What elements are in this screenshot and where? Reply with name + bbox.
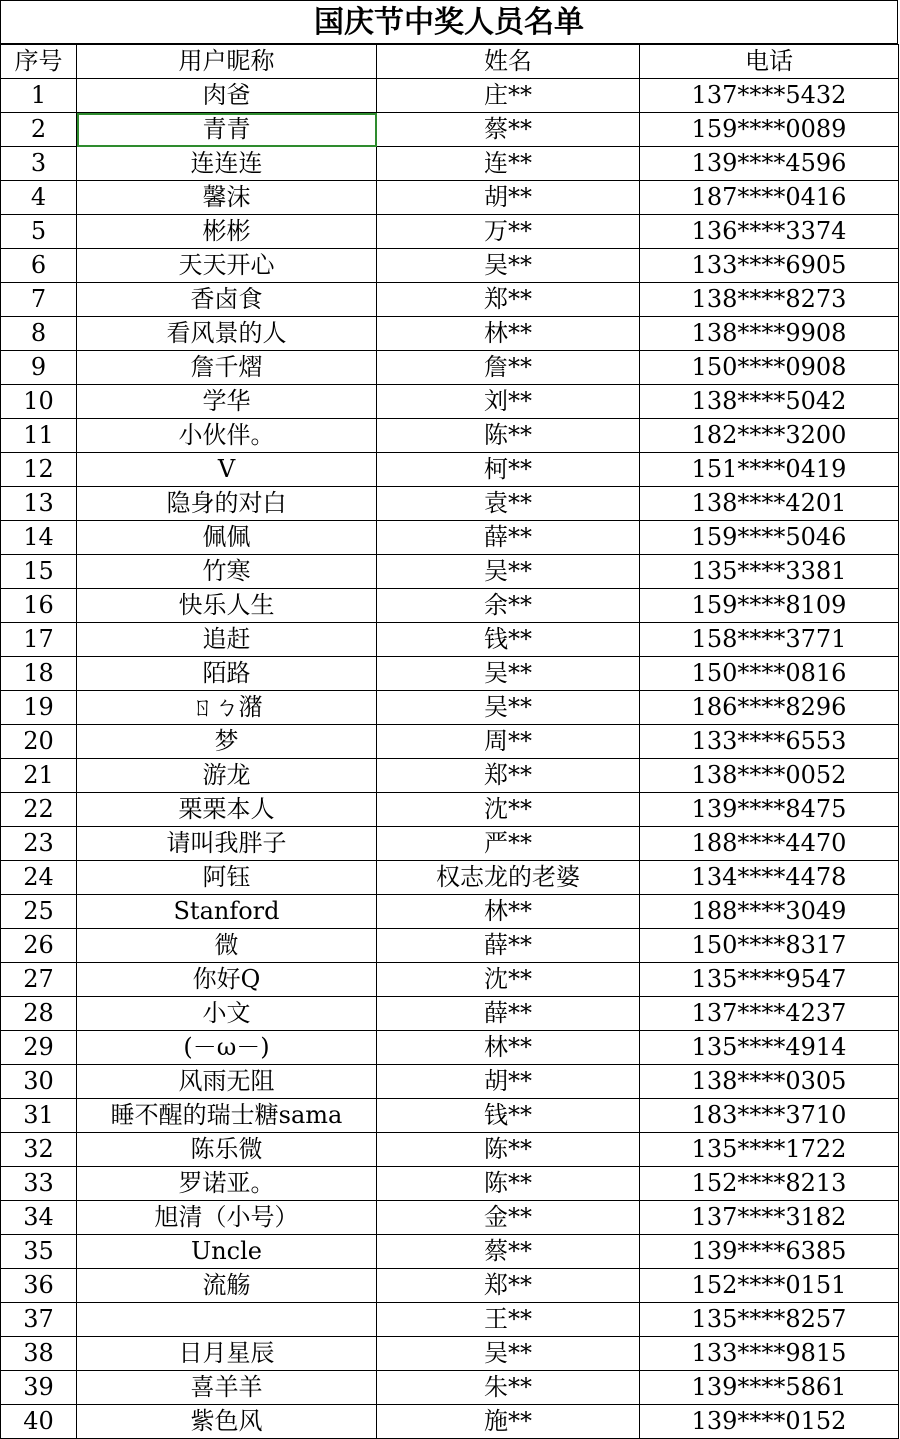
cell-index[interactable]: 39	[1, 1371, 77, 1405]
cell-index[interactable]: 40	[1, 1405, 77, 1439]
table-row	[1, 657, 899, 691]
cell-name[interactable]: 陈**	[377, 419, 640, 453]
table-row	[1, 895, 899, 929]
table-row	[1, 1065, 899, 1099]
cell-index[interactable]: 32	[1, 1133, 77, 1167]
cell-phone[interactable]: 138****8273	[640, 283, 899, 317]
cell-name[interactable]: 郑**	[377, 1269, 640, 1303]
cell-index[interactable]: 34	[1, 1201, 77, 1235]
cell-name[interactable]: 连**	[377, 147, 640, 181]
table-row	[1, 997, 899, 1031]
cell-nickname[interactable]: (－ω－)	[77, 1031, 377, 1065]
table-row	[1, 1099, 899, 1133]
cell-phone[interactable]: 159****8109	[640, 589, 899, 623]
cell-nickname[interactable]: 紫色风	[77, 1405, 377, 1439]
cell-nickname[interactable]: 彬彬	[77, 215, 377, 249]
cell-nickname[interactable]: ㄖㄅ潴	[77, 691, 377, 725]
cell-phone[interactable]: 139****4596	[640, 147, 899, 181]
cell-phone[interactable]: 139****6385	[640, 1235, 899, 1269]
table-row	[1, 793, 899, 827]
cell-phone[interactable]: 136****3374	[640, 215, 899, 249]
cell-index[interactable]: 4	[1, 181, 77, 215]
cell-nickname[interactable]: 肉爸	[77, 79, 377, 113]
table-row	[1, 1167, 899, 1201]
table-row	[1, 1337, 899, 1371]
table-row	[1, 1133, 899, 1167]
header-row	[1, 45, 899, 79]
cell-name[interactable]: 庄**	[377, 79, 640, 113]
table-row	[1, 827, 899, 861]
cell-name[interactable]: 余**	[377, 589, 640, 623]
cell-nickname[interactable]	[77, 1303, 377, 1337]
cell-name[interactable]: 施**	[377, 1405, 640, 1439]
cell-index[interactable]: 37	[1, 1303, 77, 1337]
cell-phone[interactable]: 139****5861	[640, 1371, 899, 1405]
cell-nickname[interactable]: 香卤食	[77, 283, 377, 317]
cell-nickname[interactable]: V	[77, 453, 377, 487]
cell-phone[interactable]: 135****3381	[640, 555, 899, 589]
cell-index[interactable]: 13	[1, 487, 77, 521]
cell-phone[interactable]: 138****9908	[640, 317, 899, 351]
cell-phone[interactable]: 188****4470	[640, 827, 899, 861]
cell-phone[interactable]: 152****8213	[640, 1167, 899, 1201]
winners-table	[0, 44, 899, 1439]
table-row	[1, 1371, 899, 1405]
cell-nickname-selected[interactable]: 青青	[77, 113, 377, 147]
cell-nickname[interactable]: 流觞	[77, 1269, 377, 1303]
cell-name[interactable]: 吴**	[377, 691, 640, 725]
cell-index[interactable]: 10	[1, 385, 77, 419]
cell-index[interactable]: 35	[1, 1235, 77, 1269]
cell-name[interactable]: 朱**	[377, 1371, 640, 1405]
cell-phone[interactable]: 137****3182	[640, 1201, 899, 1235]
table-row	[1, 283, 899, 317]
cell-name[interactable]: 沈**	[377, 963, 640, 997]
cell-phone[interactable]: 134****4478	[640, 861, 899, 895]
cell-name[interactable]: 林**	[377, 317, 640, 351]
cell-name[interactable]: 郑**	[377, 759, 640, 793]
cell-name[interactable]: 薛**	[377, 929, 640, 963]
table-row	[1, 623, 899, 657]
cell-index[interactable]: 12	[1, 453, 77, 487]
cell-phone[interactable]: 158****3771	[640, 623, 899, 657]
cell-name[interactable]: 蔡**	[377, 113, 640, 147]
cell-nickname[interactable]: 天天开心	[77, 249, 377, 283]
table-row	[1, 1235, 899, 1269]
cell-phone[interactable]: 152****0151	[640, 1269, 899, 1303]
cell-index[interactable]: 11	[1, 419, 77, 453]
cell-index[interactable]: 16	[1, 589, 77, 623]
cell-index[interactable]: 20	[1, 725, 77, 759]
cell-phone[interactable]: 133****6553	[640, 725, 899, 759]
cell-nickname[interactable]: 陌路	[77, 657, 377, 691]
cell-index[interactable]: 1	[1, 79, 77, 113]
table-row	[1, 113, 899, 147]
table-row	[1, 521, 899, 555]
cell-nickname[interactable]: 日月星辰	[77, 1337, 377, 1371]
cell-name[interactable]: 沈**	[377, 793, 640, 827]
cell-nickname[interactable]: 陈乐微	[77, 1133, 377, 1167]
cell-index[interactable]: 2	[1, 113, 77, 147]
cell-nickname[interactable]: 佩佩	[77, 521, 377, 555]
cell-name[interactable]: 陈**	[377, 1133, 640, 1167]
cell-phone[interactable]: 139****0152	[640, 1405, 899, 1439]
cell-nickname[interactable]: 隐身的对白	[77, 487, 377, 521]
cell-phone[interactable]: 150****0908	[640, 351, 899, 385]
cell-index[interactable]: 9	[1, 351, 77, 385]
cell-index[interactable]: 23	[1, 827, 77, 861]
cell-name[interactable]: 郑**	[377, 283, 640, 317]
cell-name[interactable]: 薛**	[377, 521, 640, 555]
cell-name[interactable]: 陈**	[377, 1167, 640, 1201]
cell-phone[interactable]: 139****8475	[640, 793, 899, 827]
cell-phone[interactable]: 138****4201	[640, 487, 899, 521]
cell-phone[interactable]: 133****6905	[640, 249, 899, 283]
cell-phone[interactable]: 186****8296	[640, 691, 899, 725]
cell-nickname[interactable]: 梦	[77, 725, 377, 759]
table-row	[1, 487, 899, 521]
table-row	[1, 317, 899, 351]
cell-name[interactable]: 胡**	[377, 1065, 640, 1099]
cell-index[interactable]: 26	[1, 929, 77, 963]
cell-nickname[interactable]: 快乐人生	[77, 589, 377, 623]
cell-phone[interactable]: 135****9547	[640, 963, 899, 997]
table-row	[1, 1405, 899, 1439]
table-row	[1, 555, 899, 589]
cell-index[interactable]: 21	[1, 759, 77, 793]
cell-name[interactable]: 钱**	[377, 1099, 640, 1133]
table-row	[1, 929, 899, 963]
cell-name[interactable]: 万**	[377, 215, 640, 249]
cell-phone[interactable]: 133****9815	[640, 1337, 899, 1371]
cell-name[interactable]: 王**	[377, 1303, 640, 1337]
cell-nickname[interactable]: 连连连	[77, 147, 377, 181]
cell-index[interactable]: 7	[1, 283, 77, 317]
table-row	[1, 385, 899, 419]
cell-index[interactable]: 5	[1, 215, 77, 249]
table-row	[1, 453, 899, 487]
sheet-title[interactable]: 国庆节中奖人员名单	[0, 0, 898, 44]
table-row	[1, 1201, 899, 1235]
cell-nickname[interactable]: Stanford	[77, 895, 377, 929]
cell-index[interactable]: 28	[1, 997, 77, 1031]
table-row	[1, 147, 899, 181]
table-row	[1, 181, 899, 215]
cell-phone[interactable]: 135****4914	[640, 1031, 899, 1065]
cell-nickname[interactable]: 你好Q	[77, 963, 377, 997]
table-row	[1, 79, 899, 113]
cell-phone[interactable]: 135****8257	[640, 1303, 899, 1337]
cell-phone[interactable]: 159****0089	[640, 113, 899, 147]
cell-phone[interactable]: 135****1722	[640, 1133, 899, 1167]
header-phone[interactable]: 电话	[640, 45, 899, 79]
cell-name[interactable]: 薛**	[377, 997, 640, 1031]
header-index[interactable]: 序号	[1, 45, 77, 79]
cell-nickname[interactable]: 罗诺亚。	[77, 1167, 377, 1201]
table-row	[1, 963, 899, 997]
cell-name[interactable]: 吴**	[377, 657, 640, 691]
table-row	[1, 1031, 899, 1065]
table-row	[1, 691, 899, 725]
table-row	[1, 351, 899, 385]
cell-name[interactable]: 周**	[377, 725, 640, 759]
cell-name[interactable]: 金**	[377, 1201, 640, 1235]
cell-name[interactable]: 林**	[377, 1031, 640, 1065]
cell-phone[interactable]: 151****0419	[640, 453, 899, 487]
cell-index[interactable]: 33	[1, 1167, 77, 1201]
cell-nickname[interactable]: Uncle	[77, 1235, 377, 1269]
cell-nickname[interactable]: 学华	[77, 385, 377, 419]
table-row	[1, 759, 899, 793]
cell-nickname[interactable]: 请叫我胖子	[77, 827, 377, 861]
cell-phone[interactable]: 188****3049	[640, 895, 899, 929]
table-row	[1, 589, 899, 623]
cell-name[interactable]: 吴**	[377, 555, 640, 589]
cell-nickname[interactable]: 旭清（小号）	[77, 1201, 377, 1235]
cell-nickname[interactable]: 微	[77, 929, 377, 963]
cell-index[interactable]: 38	[1, 1337, 77, 1371]
table-row	[1, 249, 899, 283]
cell-phone[interactable]: 138****0052	[640, 759, 899, 793]
cell-nickname[interactable]: 阿钰	[77, 861, 377, 895]
table-row	[1, 1269, 899, 1303]
cell-phone[interactable]: 138****0305	[640, 1065, 899, 1099]
table-row	[1, 725, 899, 759]
cell-name[interactable]: 吴**	[377, 249, 640, 283]
cell-index[interactable]: 15	[1, 555, 77, 589]
table-row	[1, 215, 899, 249]
cell-phone[interactable]: 150****0816	[640, 657, 899, 691]
table-row	[1, 419, 899, 453]
header-nickname[interactable]: 用户昵称	[77, 45, 377, 79]
cell-nickname[interactable]: 风雨无阻	[77, 1065, 377, 1099]
cell-name[interactable]: 柯**	[377, 453, 640, 487]
cell-name[interactable]: 严**	[377, 827, 640, 861]
cell-nickname[interactable]: 追赶	[77, 623, 377, 657]
cell-nickname[interactable]: 馨沫	[77, 181, 377, 215]
cell-name[interactable]: 刘**	[377, 385, 640, 419]
cell-name[interactable]: 钱**	[377, 623, 640, 657]
cell-phone[interactable]: 183****3710	[640, 1099, 899, 1133]
cell-nickname[interactable]: 小文	[77, 997, 377, 1031]
cell-nickname[interactable]: 竹寒	[77, 555, 377, 589]
cell-phone[interactable]: 138****5042	[640, 385, 899, 419]
cell-phone[interactable]: 187****0416	[640, 181, 899, 215]
cell-nickname[interactable]: 小伙伴。	[77, 419, 377, 453]
cell-nickname[interactable]: 栗栗本人	[77, 793, 377, 827]
cell-name[interactable]: 吴**	[377, 1337, 640, 1371]
cell-index[interactable]: 18	[1, 657, 77, 691]
cell-phone[interactable]: 182****3200	[640, 419, 899, 453]
cell-phone[interactable]: 159****5046	[640, 521, 899, 555]
cell-index[interactable]: 19	[1, 691, 77, 725]
header-name[interactable]: 姓名	[377, 45, 640, 79]
cell-index[interactable]: 31	[1, 1099, 77, 1133]
cell-phone[interactable]: 137****5432	[640, 79, 899, 113]
cell-index[interactable]: 29	[1, 1031, 77, 1065]
cell-index[interactable]: 14	[1, 521, 77, 555]
cell-nickname[interactable]: 詹千熠	[77, 351, 377, 385]
cell-index[interactable]: 30	[1, 1065, 77, 1099]
cell-name[interactable]: 蔡**	[377, 1235, 640, 1269]
table-body	[1, 79, 899, 1439]
cell-nickname[interactable]: 睡不醒的瑞士糖sama	[77, 1099, 377, 1133]
cell-nickname[interactable]: 看风景的人	[77, 317, 377, 351]
cell-name[interactable]: 胡**	[377, 181, 640, 215]
cell-index[interactable]: 8	[1, 317, 77, 351]
cell-index[interactable]: 27	[1, 963, 77, 997]
cell-nickname[interactable]: 游龙	[77, 759, 377, 793]
cell-name[interactable]: 袁**	[377, 487, 640, 521]
cell-index[interactable]: 25	[1, 895, 77, 929]
cell-name[interactable]: 詹**	[377, 351, 640, 385]
cell-name[interactable]: 林**	[377, 895, 640, 929]
table-row	[1, 861, 899, 895]
cell-index[interactable]: 24	[1, 861, 77, 895]
cell-nickname[interactable]: 喜羊羊	[77, 1371, 377, 1405]
table-row	[1, 1303, 899, 1337]
cell-phone[interactable]: 150****8317	[640, 929, 899, 963]
cell-index[interactable]: 17	[1, 623, 77, 657]
cell-index[interactable]: 22	[1, 793, 77, 827]
cell-name[interactable]: 权志龙的老婆	[377, 861, 640, 895]
cell-index[interactable]: 6	[1, 249, 77, 283]
cell-index[interactable]: 3	[1, 147, 77, 181]
cell-index[interactable]: 36	[1, 1269, 77, 1303]
cell-phone[interactable]: 137****4237	[640, 997, 899, 1031]
